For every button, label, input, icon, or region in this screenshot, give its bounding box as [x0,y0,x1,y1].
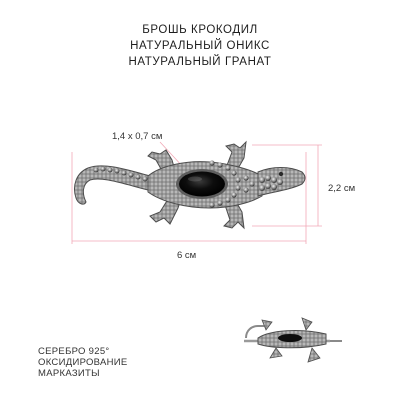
height-label: 2,2 см [328,183,356,194]
crocodile-brooch [75,142,306,228]
side-leg-4 [308,348,320,362]
title-line-3: НАТУРАЛЬНЫЙ ГРАНАТ [128,56,272,68]
material-info [38,346,128,379]
onyx-highlight [188,177,202,182]
side-leg-3 [270,348,282,358]
material-line-3: МАРКАЗИТЫ [38,368,100,379]
side-leg-2 [302,318,312,330]
eye [279,172,283,176]
onyx-stone [179,172,225,197]
tail-shape [75,166,151,204]
material-line-1: СЕРЕБРО 925° [38,346,110,357]
stone-size-label: 1,4 x 0,7 см [112,131,163,142]
title-line-1: БРОШЬ КРОКОДИЛ [142,24,258,36]
title-line-2: НАТУРАЛЬНЫЙ ОНИКС [130,40,270,52]
width-label: 6 см [177,250,197,261]
material-line-2: ОКСИДИРОВАНИЕ [38,357,128,368]
side-onyx [278,334,302,342]
side-view-thumbnail [244,318,342,362]
